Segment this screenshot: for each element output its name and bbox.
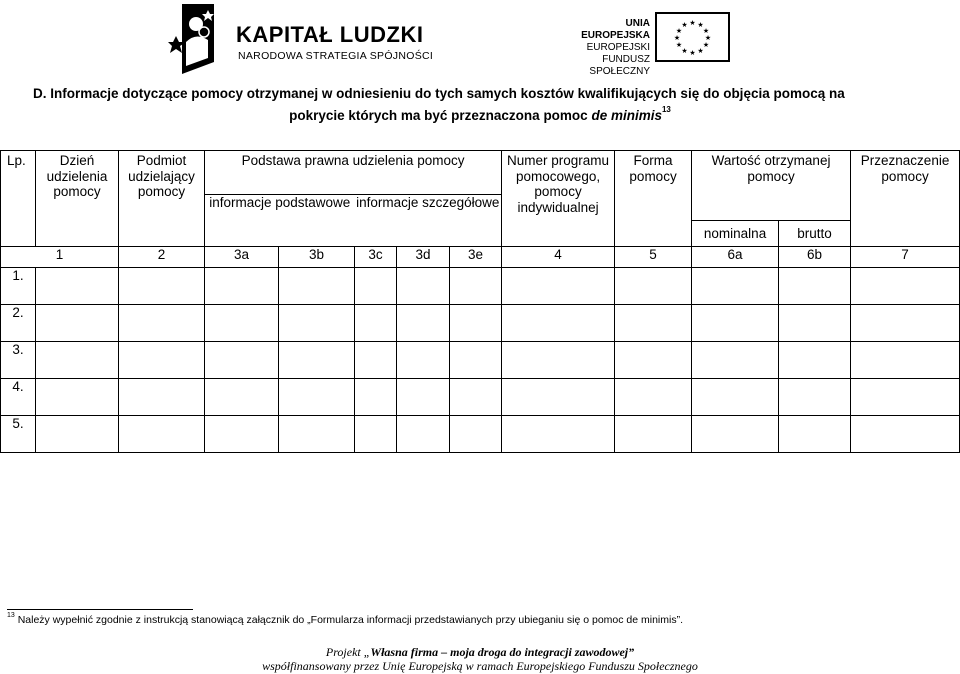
row-number: 1. [1, 268, 36, 305]
project-line1 [0, 645, 960, 660]
table-cell[interactable] [119, 268, 205, 305]
section-heading-line2-text: pokrycie których ma być przeznaczona pomoc [289, 108, 592, 123]
table-cell[interactable] [279, 416, 355, 453]
table-cell[interactable] [851, 342, 960, 379]
footnote-text: Należy wypełnić zgodnie z instrukcją stanowiącą załącznik do „Formularza informacji przedstawianych przy ubieganiu się o pomoc de minimis”. [14, 614, 683, 626]
table-cell[interactable] [615, 416, 692, 453]
header-numer: Numer programu pomocowego, pomocy indywidualnej [502, 151, 615, 247]
table-row [1, 416, 960, 453]
header-brutto: brutto [779, 221, 851, 247]
svg-text:★: ★ [689, 49, 696, 57]
svg-text:★: ★ [675, 41, 683, 49]
aid-table [0, 150, 960, 453]
table-cell[interactable] [502, 342, 615, 379]
table-cell[interactable] [779, 379, 851, 416]
table-cell[interactable] [279, 305, 355, 342]
svg-text:★: ★ [702, 27, 710, 35]
eu-label-line2: EUROPEJSKI [586, 42, 650, 53]
footnote-divider [7, 609, 193, 610]
table-cell[interactable] [779, 268, 851, 305]
table-cell[interactable] [502, 379, 615, 416]
table-cell[interactable] [692, 342, 779, 379]
column-number-row [1, 247, 960, 268]
table-cell[interactable] [279, 379, 355, 416]
table-cell[interactable] [615, 305, 692, 342]
table-cell[interactable] [36, 305, 119, 342]
table-row [1, 305, 960, 342]
section-heading-line1: D. Informacje dotyczące pomocy otrzymanej w odniesieniu do tych samych kosztów kwalifikujących się do objęcia pomocą na [33, 86, 845, 101]
header-info-szczegolowe: informacje szczegółowe [355, 195, 502, 247]
table-cell[interactable] [205, 305, 279, 342]
table-cell[interactable] [119, 379, 205, 416]
table-cell[interactable] [615, 342, 692, 379]
kapital-ludzki-title: KAPITAŁ LUDZKI [236, 22, 424, 47]
column-number: 2 [119, 247, 205, 268]
table-cell[interactable] [279, 342, 355, 379]
table-cell[interactable] [615, 268, 692, 305]
table-cell[interactable] [397, 305, 450, 342]
header-wartosc: Wartość otrzymanej pomocy [692, 151, 851, 221]
header-forma: Forma pomocy [615, 151, 692, 247]
table-cell[interactable] [450, 268, 502, 305]
svg-text:★: ★ [675, 27, 683, 35]
header-podstawa: Podstawa prawna udzielenia pomocy [205, 151, 502, 195]
table-cell[interactable] [119, 416, 205, 453]
kapital-ludzki-emblem [168, 4, 214, 74]
table-cell[interactable] [397, 342, 450, 379]
data-rows [1, 268, 960, 453]
table-cell[interactable] [502, 416, 615, 453]
column-number: 1 [1, 247, 119, 268]
project-prefix: Projekt „ [325, 645, 371, 659]
table-cell[interactable] [205, 379, 279, 416]
kapital-ludzki-subtitle: NARODOWA STRATEGIA SPÓJNOŚCI [238, 50, 434, 62]
table-cell[interactable] [692, 268, 779, 305]
table-cell[interactable] [450, 305, 502, 342]
column-number: 6b [779, 247, 851, 268]
footnote-ref: 13 [661, 105, 671, 114]
footnote-number: 13 [7, 612, 15, 619]
eu-label-line1: UNIA EUROPEJSKA [581, 18, 650, 41]
column-number: 3b [279, 247, 355, 268]
table-cell[interactable] [397, 268, 450, 305]
table-cell[interactable] [502, 268, 615, 305]
table-cell[interactable] [355, 416, 397, 453]
project-line2: współfinansowany przez Unię Europejską w ramach Europejskiego Funduszu Społecznego [262, 659, 698, 673]
column-number: 4 [502, 247, 615, 268]
table-cell[interactable] [355, 305, 397, 342]
svg-text:★: ★ [697, 47, 704, 55]
svg-text:★: ★ [702, 41, 710, 49]
table-cell[interactable] [692, 379, 779, 416]
svg-text:★: ★ [697, 21, 704, 29]
column-number: 7 [851, 247, 960, 268]
column-number: 3c [355, 247, 397, 268]
row-number: 3. [1, 342, 36, 379]
svg-text:★: ★ [704, 34, 712, 42]
table-row [1, 379, 960, 416]
table-cell[interactable] [205, 416, 279, 453]
svg-text:★: ★ [681, 47, 688, 55]
table-cell[interactable] [397, 416, 450, 453]
table-cell[interactable] [851, 268, 960, 305]
column-number: 5 [615, 247, 692, 268]
table-cell[interactable] [279, 268, 355, 305]
section-heading-line2 [0, 105, 960, 123]
table-cell[interactable] [779, 342, 851, 379]
header-podmiot: Podmiot udzielający pomocy [119, 151, 205, 247]
table-cell[interactable] [119, 342, 205, 379]
table-cell[interactable] [36, 379, 119, 416]
table-cell[interactable] [692, 305, 779, 342]
table-cell[interactable] [36, 342, 119, 379]
table-row [1, 268, 960, 305]
table-cell[interactable] [450, 379, 502, 416]
table-cell[interactable] [355, 268, 397, 305]
table-cell[interactable] [692, 416, 779, 453]
table-cell[interactable] [36, 268, 119, 305]
header-dzien: Dzień udzielenia pomocy [36, 151, 119, 247]
row-number: 5. [1, 416, 36, 453]
table-cell[interactable] [119, 305, 205, 342]
table-cell[interactable] [36, 416, 119, 453]
table-cell[interactable] [450, 416, 502, 453]
table-cell[interactable] [205, 342, 279, 379]
table-cell[interactable] [397, 379, 450, 416]
row-number: 4. [1, 379, 36, 416]
eu-label-line3: FUNDUSZ SPOŁECZNY [589, 54, 650, 77]
row-number: 2. [1, 305, 36, 342]
eu-flag-icon [655, 12, 730, 62]
column-number: 6a [692, 247, 779, 268]
column-number: 3a [205, 247, 279, 268]
header-przeznaczenie: Przeznaczenie pomocy [851, 151, 960, 247]
column-number: 3e [450, 247, 502, 268]
eu-label [556, 18, 650, 78]
de-minimis-term: de minimis [591, 108, 662, 123]
table-cell[interactable] [615, 379, 692, 416]
table-cell[interactable] [851, 416, 960, 453]
table-cell[interactable] [355, 342, 397, 379]
table-cell[interactable] [779, 416, 851, 453]
svg-text:★: ★ [689, 19, 696, 27]
svg-text:★: ★ [681, 21, 688, 29]
project-name: Własna firma – moja droga do integracji zawodowej” [370, 645, 635, 659]
header-info-podstawowe: informacje podstawowe [205, 195, 355, 247]
table-cell[interactable] [851, 305, 960, 342]
table-cell[interactable] [450, 342, 502, 379]
footnote [7, 614, 683, 626]
table-row [1, 342, 960, 379]
header-lp: Lp. [1, 151, 36, 247]
table-cell[interactable] [205, 268, 279, 305]
table-cell[interactable] [502, 305, 615, 342]
svg-text:★: ★ [673, 34, 681, 42]
table-cell[interactable] [851, 379, 960, 416]
table-cell[interactable] [779, 305, 851, 342]
table-cell[interactable] [355, 379, 397, 416]
header-nominalna: nominalna [692, 221, 779, 247]
column-number: 3d [397, 247, 450, 268]
